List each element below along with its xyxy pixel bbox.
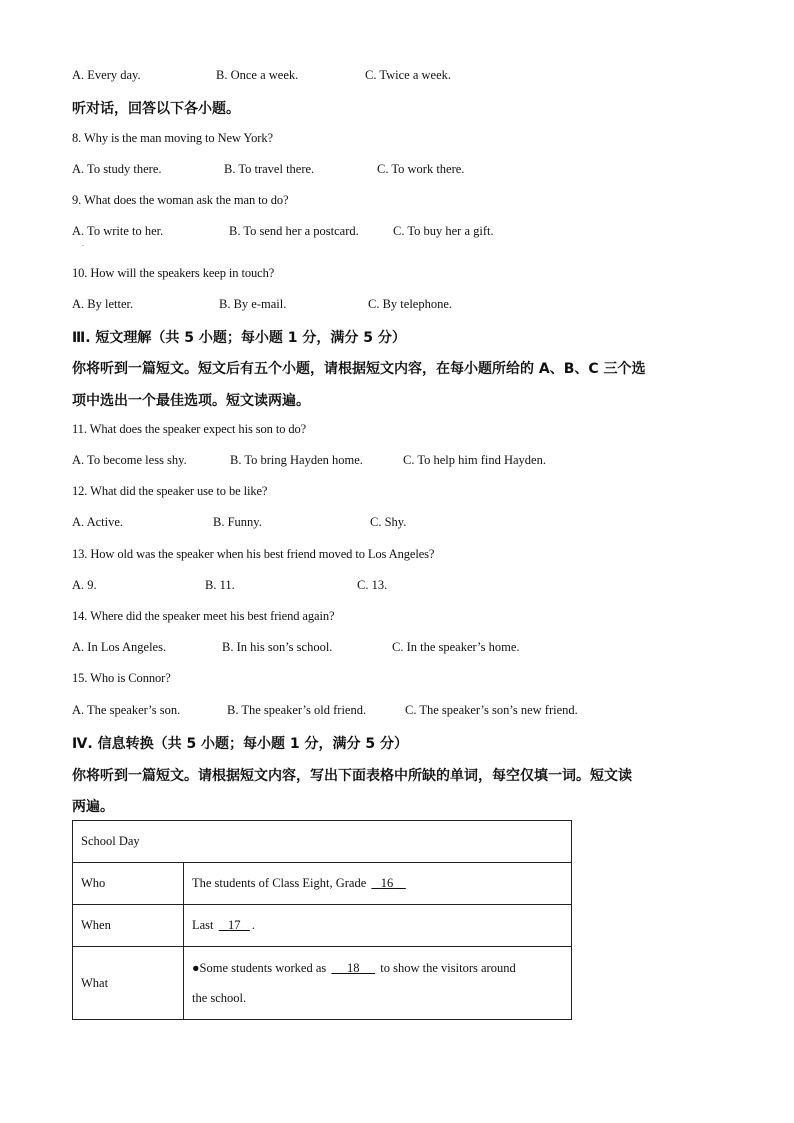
q10-option-a: A. By letter. (72, 297, 134, 311)
q8-option-a: A. To study there. (72, 162, 162, 176)
q14-option-a: A. In Los Angeles. (72, 640, 167, 654)
question-10: 10. How will the speakers keep in touch? (72, 266, 275, 280)
q13-option-a: A. 9. (72, 578, 97, 592)
section-4-instruction-1: 你将听到一篇短文。请根据短文内容，写出下面表格中所缺的单词，每空仅填一词。短文读 (72, 768, 632, 784)
what-text-3: the school. (192, 991, 247, 1005)
what-cell (184, 947, 572, 1020)
when-text: Last (192, 918, 217, 932)
q11-option-b: B. To bring Hayden home. (230, 453, 363, 467)
q7-option-b: B. Once a week. (216, 68, 299, 82)
question-15: 15. Who is Connor? (72, 671, 171, 685)
blank-17-number: 17 (228, 918, 241, 932)
q15-option-a: A. The speaker’s son. (72, 703, 181, 717)
question-14: 14. Where did the speaker meet his best friend again? (72, 609, 335, 623)
who-label: Who (73, 863, 184, 905)
section-4-title: Ⅳ. 信息转换（共 5 小题；每小题 1 分，满分 5 分） (72, 736, 409, 752)
q12-option-b: B. Funny. (213, 515, 262, 529)
q15-option-c: C. The speaker’s son’s new friend. (405, 703, 578, 717)
q8-option-b: B. To travel there. (224, 162, 315, 176)
q9-option-a: A. To write to her. (72, 224, 164, 238)
q11-option-a: A. To become less shy. (72, 453, 187, 467)
when-end: . (251, 918, 256, 932)
q14-option-c: C. In the speaker’s home. (392, 640, 520, 654)
q14-option-b: B. In his son’s school. (222, 640, 333, 654)
q13-option-c: C. 13. (357, 578, 388, 592)
q13-option-b: B. 11. (205, 578, 235, 592)
table-title: School Day (73, 821, 572, 863)
blank-16-number: 16 (380, 876, 394, 890)
when-label: When (73, 905, 184, 947)
q9-option-b: B. To send her a postcard. (229, 224, 359, 238)
q7-option-c: C. Twice a week. (365, 68, 452, 82)
what-label: What (73, 947, 184, 1020)
q9-option-c: C. To buy her a gift. (393, 224, 494, 238)
blank-17 (217, 918, 252, 932)
q10-option-b: B. By e-mail. (219, 297, 287, 311)
q12-option-c: C. Shy. (370, 515, 407, 529)
section-4-instruction-2: 两遍。 (72, 799, 114, 815)
question-12: 12. What did the speaker use to be like? (72, 484, 268, 498)
q10-option-c: C. By telephone. (368, 297, 453, 311)
info-table (72, 820, 572, 1020)
q7-option-a: A. Every day. (72, 68, 141, 82)
when-cell (184, 905, 572, 947)
q12-option-a: A. Active. (72, 515, 124, 529)
blank-18-number: 18 (347, 961, 360, 975)
what-text-1: ●Some students worked as (192, 961, 330, 975)
q15-option-b: B. The speaker’s old friend. (227, 703, 367, 717)
what-text-2: to show the visitors around (380, 961, 516, 975)
section-3-instruction-1: 你将听到一篇短文。短文后有五个小题，请根据短文内容，在每小题所给的 A、B、C 三个选 (72, 361, 646, 377)
question-13: 13. How old was the speaker when his best friend moved to Los Angeles? (72, 547, 435, 561)
who-cell (184, 863, 572, 905)
q8-option-c: C. To work there. (377, 162, 465, 176)
q11-option-c: C. To help him find Hayden. (403, 453, 546, 467)
question-11: 11. What does the speaker expect his son to do? (72, 422, 307, 436)
who-text: The students of Class Eight, Grade (192, 876, 370, 890)
blank-18 (329, 961, 377, 975)
section-3-title: Ⅲ. 短文理解（共 5 小题；每小题 1 分，满分 5 分） (72, 330, 406, 346)
question-8: 8. Why is the man moving to New York? (72, 131, 273, 145)
blank-16 (369, 876, 407, 890)
question-9: 9. What does the woman ask the man to do? (72, 193, 289, 207)
bullet-dot: · (82, 243, 84, 250)
dialog-heading: 听对话，回答以下各小题。 (72, 101, 240, 117)
section-3-instruction-2: 项中选出一个最佳选项。短文读两遍。 (72, 393, 310, 409)
